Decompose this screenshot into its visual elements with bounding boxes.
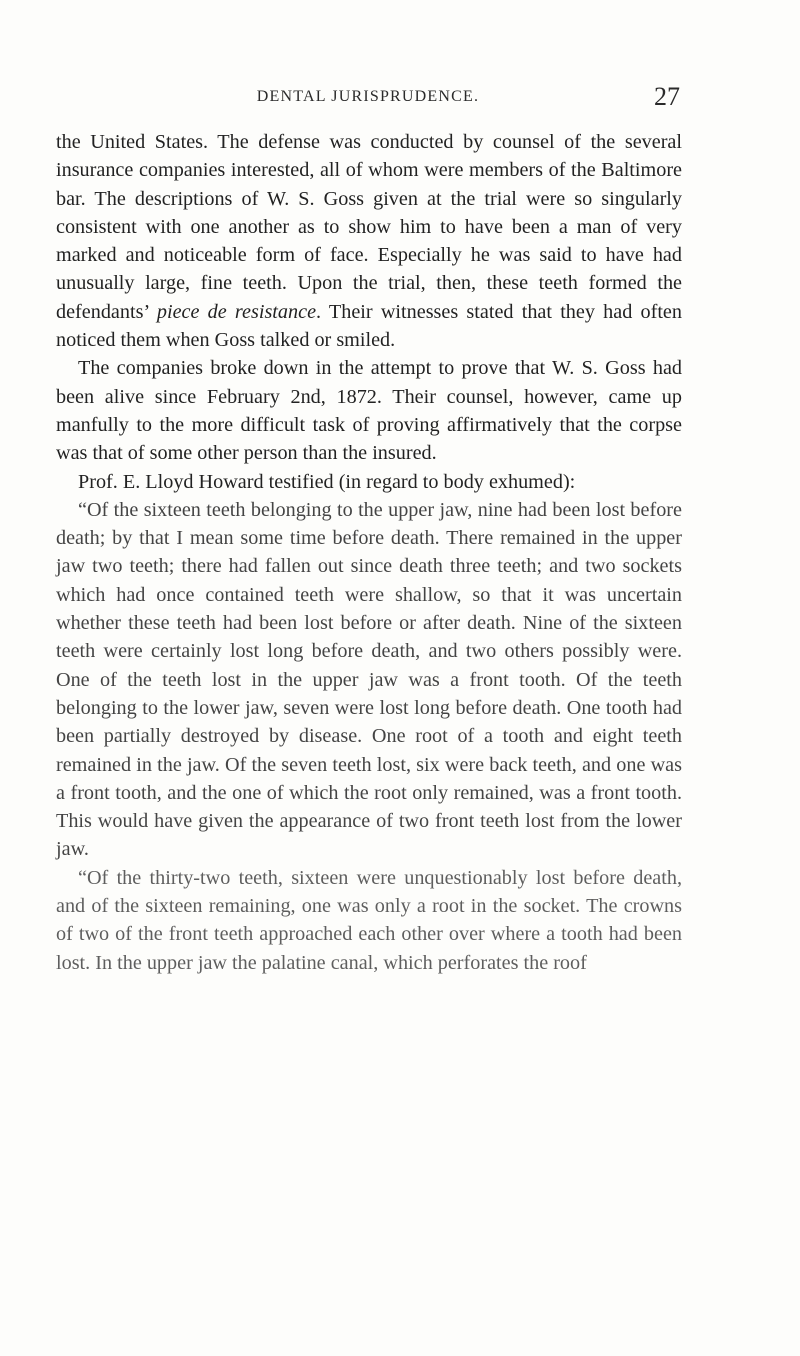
page-number: 27 — [654, 82, 680, 111]
page-header — [56, 82, 680, 116]
quotation-paragraph-1: “Of the sixteen teeth belonging to the upper jaw, nine had been lost before death; by that I mean some time before death. There remained in the upper jaw two teeth; there had fallen out since death three teeth; and two sockets which had once contained teeth were shallow, so that it was uncertain whether these teeth had been lost before or after death. Nine of the sixteen teeth were certainly lost long before death, and two others possibly were. One of the teeth lost in the upper jaw was a front tooth. Of the teeth belonging to the lower jaw, seven were lost long before death. One tooth had been partially destroyed by disease. One root of a tooth and eight teeth remained in the jaw. Of the seven teeth lost, six were back teeth, and one was a front tooth, and the one of which the root only remained, was a front tooth. This would have given the appearance of two front teeth lost from the lower jaw. — [56, 498, 682, 861]
quotation-paragraph-2: “Of the thirty-two teeth, sixteen were unquestionably lost before death, and of the sixteen remaining, one was only a root in the socket. The crowns of two of the front teeth approached each other over where a tooth had been lost. In the upper jaw the palatine canal, which perforates the roof — [56, 866, 682, 974]
paragraph-2: The companies broke down in the attempt to prove that W. S. Goss had been alive since February 2nd, 1872. Their counsel, however, came up manfully to the more difficult task of proving affirmatively that the corpse was that of some other person than the insured. — [56, 357, 682, 465]
paragraph-1-text-a: the United States. The defense was conducted by counsel of the several insurance companies interested, all of whom were members of the Baltimore bar. The descriptions of W. S. Goss given at the trial were so singularly consistent with one another as to show him to have been a man of very marked and noticeable form of face. Especially he was said to have had unusually large, fine teeth. Upon the trial, then, these teeth formed the defendants’ — [56, 131, 682, 323]
running-head: DENTAL JURISPRUDENCE. — [256, 88, 480, 105]
paragraph-1-text-b: . Their witnesses stated that they had often noticed them when Goss talked or smiled. — [56, 300, 682, 352]
body-text — [56, 128, 682, 977]
paragraph-3: Prof. E. Lloyd Howard testified (in regard to body exhumed): — [78, 470, 576, 493]
italic-phrase: piece de resistance — [156, 300, 317, 323]
paragraph-1 — [56, 128, 682, 354]
